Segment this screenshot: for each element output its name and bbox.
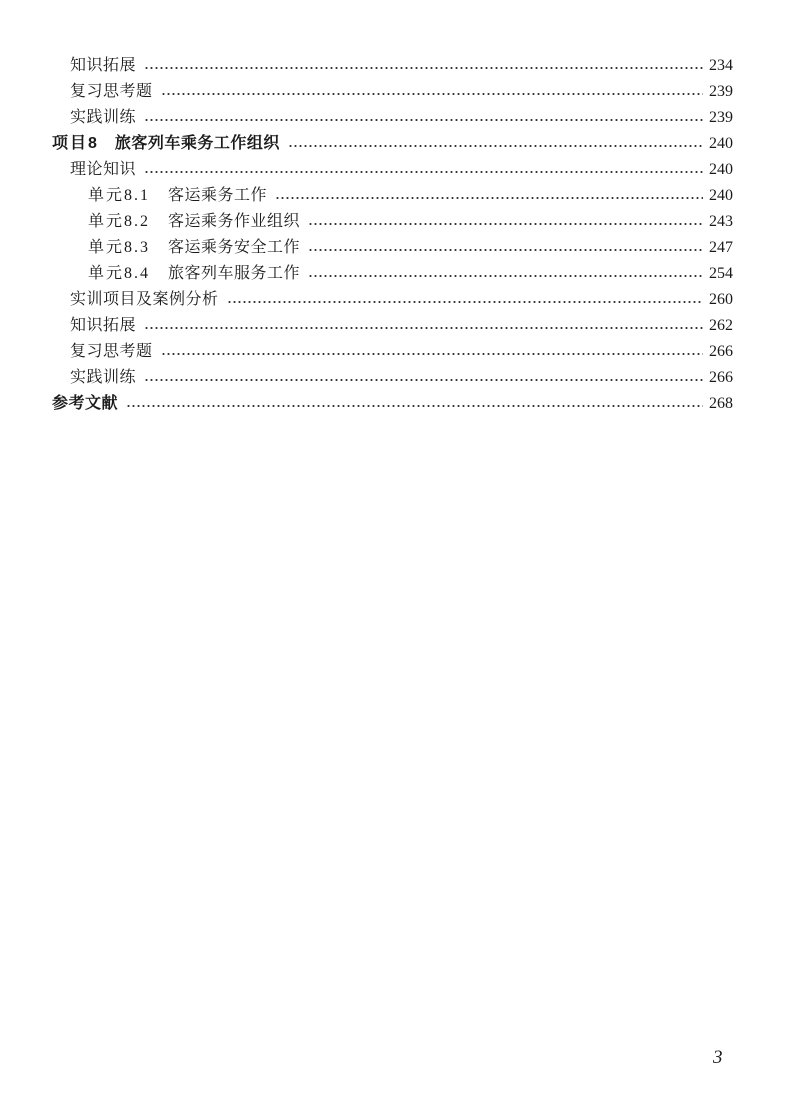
dot-leader [144,105,703,131]
toc-entry [0,287,790,313]
toc-entry-page: 240 [709,161,733,178]
page-number: 3 [713,1047,723,1068]
toc-unit-entry [0,209,790,235]
unit-title: 客运乘务作业组织 [168,213,301,230]
toc-entry-title: 知识拓展 [70,57,137,74]
references-title: 参考文献 [52,395,119,412]
unit-number: 单元8.1 [88,187,151,204]
dot-leader [161,79,703,105]
unit-title: 客运乘务安全工作 [168,239,301,256]
toc-unit-entry [0,235,790,261]
dot-leader [227,287,703,313]
project-number: 项目8 [52,135,99,152]
toc-entry-page: 240 [709,187,733,204]
dot-leader [288,131,703,157]
toc-entry-page: 239 [709,109,733,126]
toc-entry-page: 240 [709,135,733,152]
toc-unit-entry [0,183,790,209]
unit-title: 客运乘务工作 [168,187,268,204]
toc-entry-page: 254 [709,265,733,282]
project-title: 旅客列车乘务工作组织 [114,135,280,152]
toc-unit-entry [0,261,790,287]
toc-entry-page: 239 [709,83,733,100]
unit-title: 旅客列车服务工作 [168,265,301,282]
toc-entry-title: 复习思考题 [70,343,153,360]
unit-number: 单元8.2 [88,213,151,230]
dot-leader [275,183,703,209]
dot-leader [161,339,703,365]
dot-leader [126,391,703,417]
toc-project-entry [0,131,790,157]
toc-entry [0,339,790,365]
toc-entry-page: 262 [709,317,733,334]
toc-entry-title: 实践训练 [70,109,137,126]
toc-entry [0,157,790,183]
unit-number: 单元8.4 [88,265,151,282]
dot-leader [144,157,703,183]
dot-leader [308,261,703,287]
dot-leader [308,235,703,261]
toc-entry-page: 260 [709,291,733,308]
dot-leader [144,313,703,339]
toc-entry-page: 268 [709,395,733,412]
toc-entry-page: 266 [709,343,733,360]
toc-entry-page: 266 [709,369,733,386]
toc-entry-page: 243 [709,213,733,230]
toc-entry [0,79,790,105]
unit-number: 单元8.3 [88,239,151,256]
dot-leader [308,209,703,235]
toc-entry-title: 实训项目及案例分析 [70,291,219,308]
toc-entry-page: 247 [709,239,733,256]
toc-entry-page: 234 [709,57,733,74]
toc-entry [0,365,790,391]
toc-entry-title: 知识拓展 [70,317,137,334]
table-of-contents [0,53,790,417]
toc-entry-title: 实践训练 [70,369,137,386]
dot-leader [144,53,703,79]
toc-entry-title: 复习思考题 [70,83,153,100]
toc-entry [0,313,790,339]
toc-entry [0,105,790,131]
toc-entry [0,53,790,79]
toc-entry-title: 理论知识 [70,161,137,178]
dot-leader [144,365,703,391]
toc-references-entry [0,391,790,417]
